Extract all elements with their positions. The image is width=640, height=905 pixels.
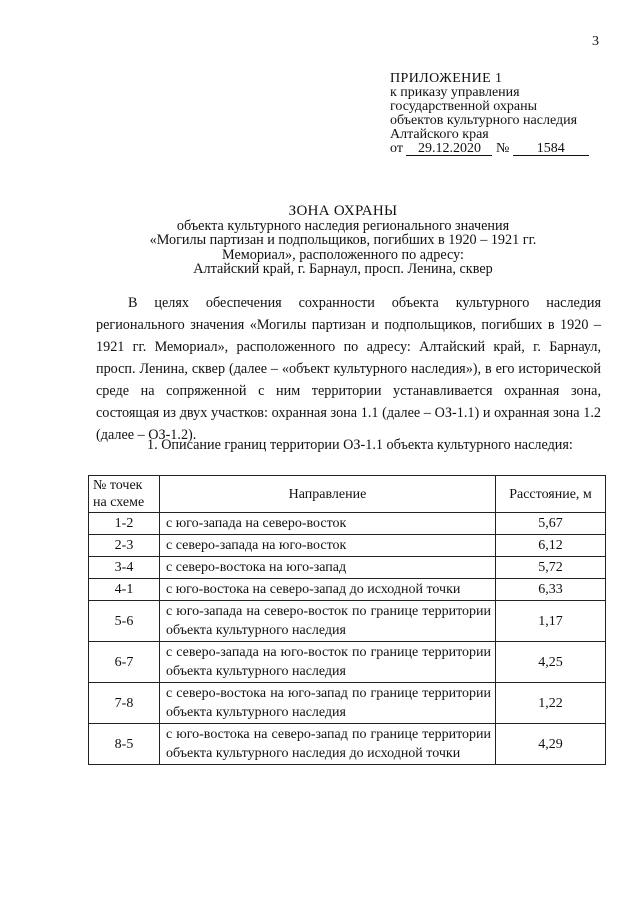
- cell-distance: 5,67: [496, 513, 606, 535]
- zone-title-line: объекта культурного наследия регионального значения: [176, 217, 510, 234]
- cell-direction: [160, 724, 496, 765]
- appendix-line: государственной охраны: [390, 99, 538, 114]
- cell-points: 5-6: [89, 601, 160, 642]
- appendix-line: к приказу управления: [390, 85, 520, 100]
- direction-text: с юго-запада на северо-восток по границе территории объекта культурного наследия: [166, 604, 491, 638]
- cell-direction: [160, 535, 496, 557]
- direction-text: с северо-запада на юго-восток: [166, 538, 347, 553]
- zone-title-line: «Могилы партизан и подпольщиков, погибших в 1920 – 1921 гг.: [149, 232, 537, 249]
- cell-distance: 4,25: [496, 642, 606, 683]
- number-prefix: №: [495, 141, 510, 156]
- header-direction: Направление: [160, 476, 496, 513]
- order-date: 29.12.2020: [406, 142, 492, 156]
- appendix-block: [390, 72, 589, 156]
- intro-paragraph: В целях обеспечения сохранности объекта культурного наследия регионального значения «Могилы партизан и подпольщиков, погибших в 1920 – 1921 гг. Мемориал», расположенного по адресу: Алтайский край, г. Барнаул, просп. Ленина, сквер (далее – «объект культурного наследия»), в его исторической среде на сопряженной с ним территории устанавливается охранная зона, состоящая из двух участков: охранная зона 1.1 (далее – ОЗ-1.1) и охранная зона 1.2 (далее – ОЗ-1.2).: [96, 295, 601, 443]
- direction-text: с северо-запада на юго-восток по границе территории объекта культурного наследия: [166, 645, 491, 679]
- section-heading: 1. Описание границ территории ОЗ-1.1 объекта культурного наследия:: [147, 437, 573, 453]
- direction-text: с юго-востока на северо-запад по границе территории объекта культурного наследия до исходной точки: [166, 727, 491, 761]
- cell-distance: 6,33: [496, 579, 606, 601]
- cell-distance: 4,29: [496, 724, 606, 765]
- cell-direction: [160, 683, 496, 724]
- table-header-row: [89, 476, 606, 513]
- zone-title: ЗОНА ОХРАНЫ: [288, 203, 398, 219]
- cell-direction: [160, 642, 496, 683]
- table-row: [89, 683, 606, 724]
- order-number: 1584: [513, 142, 589, 156]
- zone-title-line: Мемориал», расположенного по адресу:: [222, 246, 464, 263]
- table-row: [89, 579, 606, 601]
- direction-text: с юго-востока на северо-запад до исходной точки: [166, 582, 461, 597]
- cell-direction: [160, 579, 496, 601]
- cell-direction: [160, 513, 496, 535]
- cell-direction: [160, 557, 496, 579]
- date-prefix: от: [390, 141, 403, 156]
- direction-text: с северо-востока на юго-запад: [166, 560, 347, 575]
- direction-text: с юго-запада на северо-восток: [166, 516, 347, 531]
- table-row: [89, 724, 606, 765]
- table-row: [89, 642, 606, 683]
- cell-points: 1-2: [89, 513, 160, 535]
- table-row: [89, 535, 606, 557]
- appendix-line: объектов культурного наследия: [390, 113, 578, 128]
- page-number: 3: [592, 34, 599, 49]
- zone-title-line: Алтайский край, г. Барнаул, просп. Ленина, сквер: [193, 261, 493, 278]
- header-points: № точек на схеме: [89, 476, 160, 513]
- table-row: [89, 601, 606, 642]
- boundary-table: [88, 475, 606, 765]
- cell-direction: [160, 601, 496, 642]
- table-row: [89, 557, 606, 579]
- cell-points: 6-7: [89, 642, 160, 683]
- direction-text: с северо-востока на юго-запад по границе территории объекта культурного наследия: [166, 686, 491, 720]
- header-distance: Расстояние, м: [496, 476, 606, 513]
- appendix-title: ПРИЛОЖЕНИЕ 1: [390, 71, 503, 86]
- intro-paragraph-block: [96, 292, 601, 446]
- table-row: [89, 513, 606, 535]
- cell-points: 2-3: [89, 535, 160, 557]
- cell-distance: 1,22: [496, 683, 606, 724]
- order-date-number: [390, 142, 589, 156]
- cell-distance: 6,12: [496, 535, 606, 557]
- cell-distance: 5,72: [496, 557, 606, 579]
- cell-distance: 1,17: [496, 601, 606, 642]
- cell-points: 4-1: [89, 579, 160, 601]
- cell-points: 8-5: [89, 724, 160, 765]
- cell-points: 3-4: [89, 557, 160, 579]
- cell-points: 7-8: [89, 683, 160, 724]
- zone-title-block: [0, 204, 640, 277]
- appendix-line: Алтайского края: [390, 127, 489, 142]
